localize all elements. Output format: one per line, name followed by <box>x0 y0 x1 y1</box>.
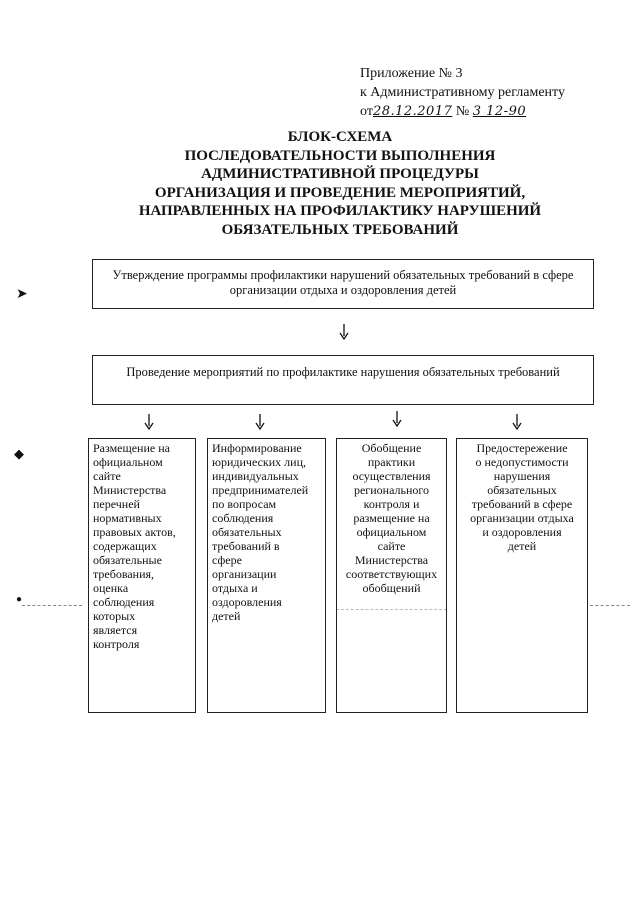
branch-line: которых <box>93 609 136 623</box>
branch-line: нормативных <box>93 511 162 525</box>
flow-step-prevention-activities <box>92 355 594 405</box>
branch-line: обязательные <box>93 553 162 567</box>
scan-mark-arrow: ➤ <box>16 287 28 302</box>
step2-text: Проведение мероприятий по профилактике нарушения обязательных требований <box>126 365 560 379</box>
scan-mark-dot: ● <box>16 594 23 605</box>
appendix-number: Приложение № 3 <box>360 66 463 81</box>
branch-line: требований в <box>212 539 280 553</box>
document-title <box>60 128 620 239</box>
flow-step-program-approval <box>92 259 594 309</box>
branch-line: контроля <box>93 637 140 651</box>
branch-line: Министерства <box>93 483 167 497</box>
branch-line: индивидуальных <box>212 469 299 483</box>
step1-line1: Утверждение программы профилактики нарушений обязательных требований в сфере <box>112 268 574 282</box>
branch-line: Размещение на <box>93 441 170 455</box>
branch-line: по вопросам <box>212 497 277 511</box>
branch-line: организации <box>212 567 277 581</box>
title-line: ОРГАНИЗАЦИЯ И ПРОВЕДЕНИЕ МЕРОПРИЯТИЙ, <box>154 184 526 201</box>
branch-line: сайте <box>93 469 121 483</box>
branch-line: детей <box>507 539 537 553</box>
branch-line: Предостережение <box>476 441 568 455</box>
title-line: ПОСЛЕДОВАТЕЛЬНОСТИ ВЫПОЛНЕНИЯ <box>184 147 496 164</box>
branch-line: практики <box>367 455 416 469</box>
branch-line: юридических лиц, <box>212 455 306 469</box>
branch-line: сфере <box>212 553 242 567</box>
branch-line: организации отдыха <box>470 511 574 525</box>
branch-line: требования, <box>93 567 155 581</box>
flow-arrow-down-icon <box>511 414 523 428</box>
branch-line: детей <box>212 609 241 623</box>
branch-line: Министерства <box>354 553 429 567</box>
appendix-date: 28.12.2017 <box>372 104 453 119</box>
branch-line: о недопустимости <box>475 455 569 469</box>
appendix-regulation: к Административному регламенту <box>360 85 565 100</box>
branch-line: сайте <box>377 539 406 553</box>
flow-arrow-down-icon <box>254 414 266 428</box>
branch-line: предпринимателей <box>212 483 309 497</box>
title-line: ОБЯЗАТЕЛЬНЫХ ТРЕБОВАНИЙ <box>221 221 459 238</box>
branch-line: перечней <box>93 497 140 511</box>
flow-arrow-down-icon <box>391 411 403 425</box>
branch-line: официальном <box>93 455 163 469</box>
step1-line2: организации отдыха и оздоровления детей <box>229 283 457 297</box>
branch-line: оздоровления <box>212 595 282 609</box>
branch-line: обобщений <box>362 581 421 595</box>
title-line: НАПРАВЛЕННЫХ НА ПРОФИЛАКТИКУ НАРУШЕНИЙ <box>138 203 542 219</box>
branch-line: является <box>93 623 138 637</box>
title-line: АДМИНИСТРАТИВНОЙ ПРОЦЕДУРЫ <box>201 166 479 182</box>
appendix-number-label: № <box>455 104 470 119</box>
branch-line: контроля и <box>363 497 420 511</box>
appendix-from-label: от <box>360 104 373 119</box>
flow-arrow-down-icon <box>143 414 155 428</box>
branch-line: обязательных <box>212 525 282 539</box>
branch-line: обязательных <box>487 483 557 497</box>
appendix-date-line <box>360 102 565 121</box>
scan-fold-line-left <box>22 605 82 606</box>
branch-line: отдыха и <box>212 581 258 595</box>
branch-line: Информирование <box>212 441 302 455</box>
branch-practice-generalization <box>336 438 447 713</box>
appendix-header <box>360 64 565 121</box>
flow-arrow-down-icon <box>338 324 350 338</box>
branch-line: регионального <box>353 483 430 497</box>
branch-line: правовых актов, <box>93 525 176 539</box>
branch-warning <box>456 438 588 713</box>
branch-line: размещение на <box>353 511 430 525</box>
branch-line: и оздоровления <box>482 525 562 539</box>
branch-line: официальном <box>356 525 427 539</box>
title-line: БЛОК-СХЕМА <box>287 129 393 145</box>
branch-line: Обобщение <box>361 441 422 455</box>
branch-informing <box>207 438 326 713</box>
branch-line: требований в сфере <box>471 497 573 511</box>
branch-publication-of-acts <box>88 438 196 713</box>
branch-line: нарушения <box>493 469 551 483</box>
branch-line: содержащих <box>93 539 157 553</box>
branch-line: соответствующих <box>345 567 438 581</box>
branch-line: осуществления <box>352 469 431 483</box>
branch-line: соблюдения <box>212 511 274 525</box>
branch-line: оценка <box>93 581 129 595</box>
appendix-doc-number: 3 12-90 <box>472 104 527 119</box>
branch-line: соблюдения <box>93 595 155 609</box>
scan-fold-line-right <box>590 605 630 606</box>
scan-mark-bullet: ◆ <box>14 446 24 461</box>
